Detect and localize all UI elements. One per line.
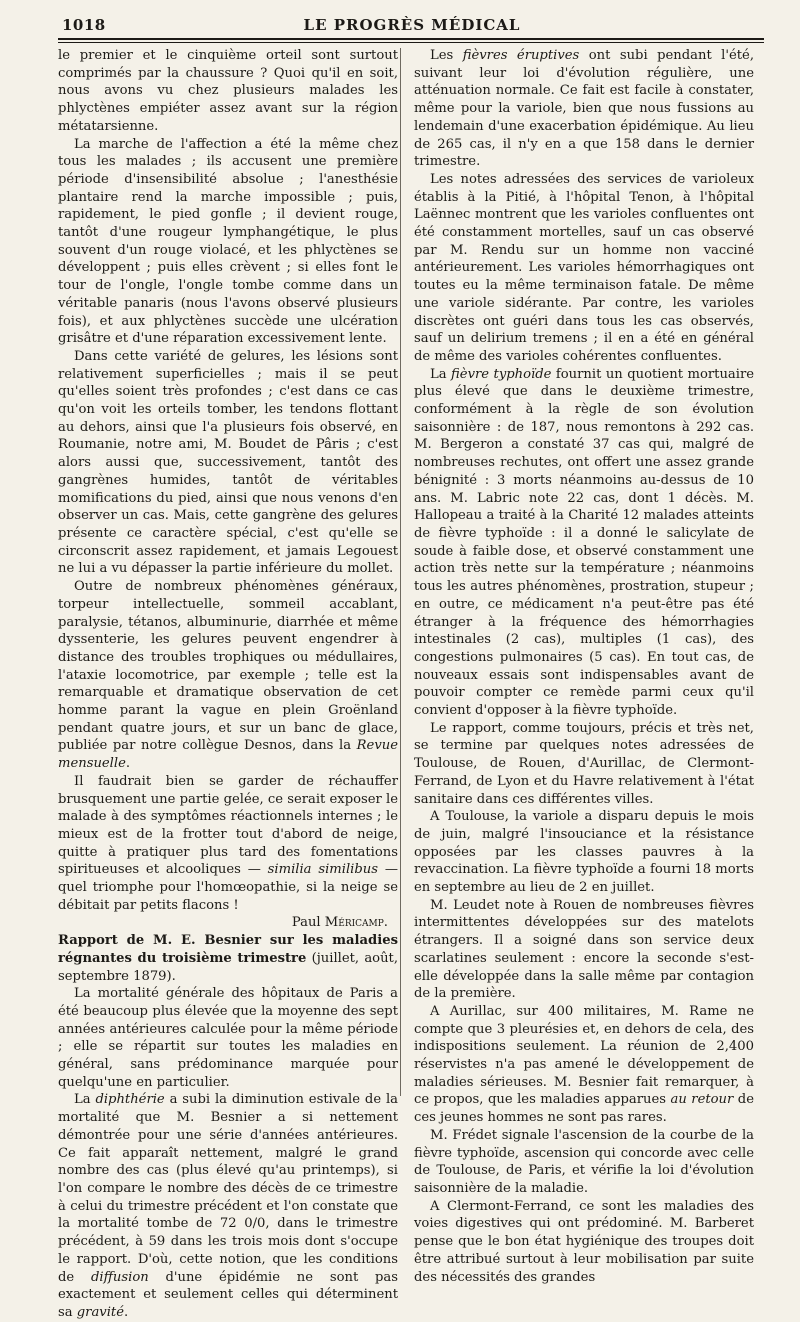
italic-text: diffusion — [90, 1269, 149, 1285]
text-run: fournit un quotient mortuaire plus élevé que dans le deuxième trimestre, conformément à la règle de son évolution saisonnière : de 187, nous remontons à 292 cas. M. Bergeron a constaté 37 cas qui, malgré de nombreuses rechutes, ont offert une assez grande bénignité : 3 morts néanmoins au-dessus de 10 ans. M. Labric note 22 cas, dont 1 décès. M. Hallopeau a traité à la Charité 12 malades atteints de fièvre typhoïde : il a donné le salicylate de soude à faible dose, et observé constamment une action très nette sur la température ; néanmoins tous les autres phénomènes, prostration, stupeur ; en outre, ce médicament n'a peut-être pas été étranger à la fréquence des hémorrhagies intestinales (2 cas), multiples (1 cas), des congestions pulmonaires (5 cas). En tout cas, de nouveaux essais sont indispensables avant de pouvoir compter ce remède parmi ceux qu'il convient d'opposer à la fièvre typhoïde. — [414, 366, 754, 719]
italic-text: fièvres éruptives — [462, 48, 580, 63]
signature-prefix: Paul — [291, 915, 325, 931]
italic-text: au retour — [670, 1092, 734, 1108]
section-title-dates: (juillet, août, septembre 1879). — [58, 950, 398, 984]
text-run: d'une épidémie ne sont pas exactement et seulement celles qui déterminent sa — [58, 1269, 398, 1320]
text-run: La — [430, 366, 452, 382]
paragraph — [58, 1091, 398, 1321]
paragraph: M. Leudet note à Rouen de nombreuses fièvres intermittentes développées sur des matelots étrangers. Il a soigné dans son service deux scarlatines seulement : encore la seconde s'est-elle développée dans la salle même par contagion de la première. — [414, 897, 754, 1002]
left-column — [58, 47, 398, 1322]
text-run: Outre de nombreux phénomènes généraux, torpeur intellectuelle, sommeil accablant, paralysie, tétanos, albuminurie, diarrhée et même dyssenterie, les gelures peuvent engendrer à distance des troubles trophiques ou médullaires, l'ataxie locomotrice, par exemple ; telle est la remarquable et dramatique observation de cet homme parant la vague en plein Groënland pendant quatre jours, et sur un banc de glace, publiée par notre collègue Desnos, dans la — [58, 579, 398, 754]
paragraph: Le rapport, comme toujours, précis et très net, se termine par quelques notes adressées de Toulouse, de Rouen, d'Aurillac, de Clermont-Ferrand, de Lyon et du Havre relativement à l'état sanitaire dans ces différentes villes. — [414, 720, 754, 807]
right-column — [414, 47, 754, 1286]
paragraph — [414, 47, 754, 171]
paragraph: A Clermont-Ferrand, ce sont les maladies des voies digestives qui ont prédominé. M. Barberet pense que le bon état hygiénique des troupes doit être attribué surtout à leur mobilisation par suite des nécessités des grandes — [414, 1198, 754, 1285]
paragraph: A Toulouse, la variole a disparu depuis le mois de juin, malgré l'insouciance et la résistance opposées par les classes pauvres à la revaccination. La fièvre typhoïde a fourni 18 morts en septembre au lieu de 2 en juillet. — [414, 809, 754, 896]
page-header — [62, 16, 762, 38]
signature-name: Méricamp. — [324, 915, 388, 931]
text-run: a subi la diminution estivale de la mortalité que M. Besnier a si nettement démontrée pour une série d'années antérieures. Ce fait apparaît nettement, malgré le grand nombre des cas (plus élevé qu'au printemps), si l'on compare le nombre des décès de ce trimestre à celui du trimestre précédent et l'on constate que la mortalité tombe de 72 0/0, dans le trimestre précédent, à 59 dans les trois mois dont s'occupe le rapport. D'où, cette notion, que les conditions de — [58, 1092, 398, 1285]
column-divider — [400, 48, 401, 1096]
paragraph: La mortalité générale des hôpitaux de Paris a été beaucoup plus élevée que la moyenne des sept années antérieures calculée pour la même période ; elle se répartit sur toutes les maladies en général, sans prédominance marquée pour quelqu'une en particulier. — [58, 986, 398, 1090]
text-run: de ces jeunes hommes ne sont pas rares. — [414, 1092, 754, 1126]
text-run: Il faudrait bien se garder de réchauffer brusquement une partie gelée, ce serait exposer le malade à des symptômes réactionnels internes ; le mieux est de la frotter tout d'abord de neige, quitte à pratiquer plus tard des fomentations spiritueuses et alcooliques — — [58, 773, 398, 878]
paragraph — [414, 366, 754, 720]
header-rule — [58, 38, 764, 43]
paragraph: M. Frédet signale l'ascension de la courbe de la fièvre typhoïde, ascension qui concorde avec celle de Toulouse, de Paris, et vérifie la loi d'évolution saisonnière de la maladie. — [414, 1127, 754, 1196]
italic-text: gravité — [76, 1304, 124, 1320]
paragraph — [414, 1003, 754, 1127]
paragraph: Les notes adressées des services de varioleux établis à la Pitié, à l'hôpital Tenon, à l'hôpital Laënnec montrent que les varioles confluentes ont été constamment mortelles, sauf un cas observé par M. Rendu sur un homme non vacciné antérieurement. Les varioles hémorrhagiques ont toutes eu la même terminaison fatale. De même une variole sidérante. Par contre, les varioles discrètes ont guéri dans tous les cas observés, sauf un delirium tremens ; il en a été en général de même des varioles cohérentes confluentes. — [414, 171, 754, 364]
text-run: . — [125, 756, 131, 772]
text-run: A Aurillac, sur 400 militaires, M. Rame ne compte que 3 pleurésies et, en dehors de cela, des indispositions seulement. La réunion de 2,400 réservistes n'a pas amené le développement de maladies sérieuses. M. Besnier fait remarquer, à ce propos, que les maladies apparues — [414, 1003, 754, 1108]
paragraph: La marche de l'affection a été la même chez tous les malades ; ils accusent une première période d'insensibilité absolue ; l'anesthésie plantaire rend la marche impossible ; puis, rapidement, le pied gonfle ; il devient rouge, tantôt d'une rougeur lymphangétique, le plus souvent d'un rouge violacé, et les phlyctènes se développent ; puis elles crèvent ; si elles font le tour de l'ongle, l'ongle tombe comme dans un véritable panaris (nous l'avons observé plusieurs fois), et aux phlyctènes succède une ulcération grisâtre et d'une réparation excessivement lente. — [58, 136, 398, 347]
italic-text: diphthérie — [95, 1092, 165, 1108]
journal-title: LE PROGRÈS MÉDICAL — [303, 16, 521, 34]
paragraph — [58, 773, 398, 915]
paragraph: le premier et le cinquième orteil sont surtout comprimés par la chaussure ? Quoi qu'il en soit, nous avons vu chez plusieurs malades les phlyctènes empiéter assez avant sur la région métatarsienne. — [58, 48, 398, 134]
section-title-main: Rapport de M. E. Besnier sur les maladies régnantes du troisième trimestre — [58, 933, 398, 966]
italic-text: fièvre typhoïde — [451, 366, 552, 382]
italic-text: similia similibus — [267, 862, 378, 878]
text-run: — quel triomphe pour l'homœopathie, si la neige se débitait par petits flacons ! — [58, 862, 398, 913]
text-run: Les — [430, 48, 463, 63]
italic-text: Revue mensuelle — [58, 738, 398, 772]
paragraph: Dans cette variété de gelures, les lésions sont relativement superficielles ; mais il se peut qu'elles soient très profondes ; c'est dans ce cas qu'on voit les orteils tomber, les tendons flottant au dehors, ainsi que l'a plusieurs fois observé, en Roumanie, notre ami, M. Boudet de Pâris ; c'est alors aussi que, successivement, tantôt des gangrènes humides, tantôt de véritables momifications du pied, ainsi que nous venons d'en observer un cas. Mais, cette gangrène des gelures présente ce caractère spécial, c'est qu'elle se circonscrit assez rapidement, et jamais Legouest ne lui a vu dépasser la partie inférieure du mollet. — [58, 348, 398, 577]
text-run: . — [123, 1304, 129, 1320]
section-title — [58, 932, 398, 985]
author-signature — [58, 914, 398, 932]
page-number: 1018 — [62, 16, 106, 34]
text-run: ont subi pendant l'été, suivant leur loi d'évolution régulière, une atténuation normale. Ce fait est facile à constater, même pour la variole, bien que nous fussions au lendemain d'une exacerbation épidémique. Au lieu de 265 cas, il n'y en a que 158 dans le dernier trimestre. — [414, 48, 754, 170]
paragraph — [58, 578, 398, 773]
text-run: La — [74, 1092, 96, 1108]
